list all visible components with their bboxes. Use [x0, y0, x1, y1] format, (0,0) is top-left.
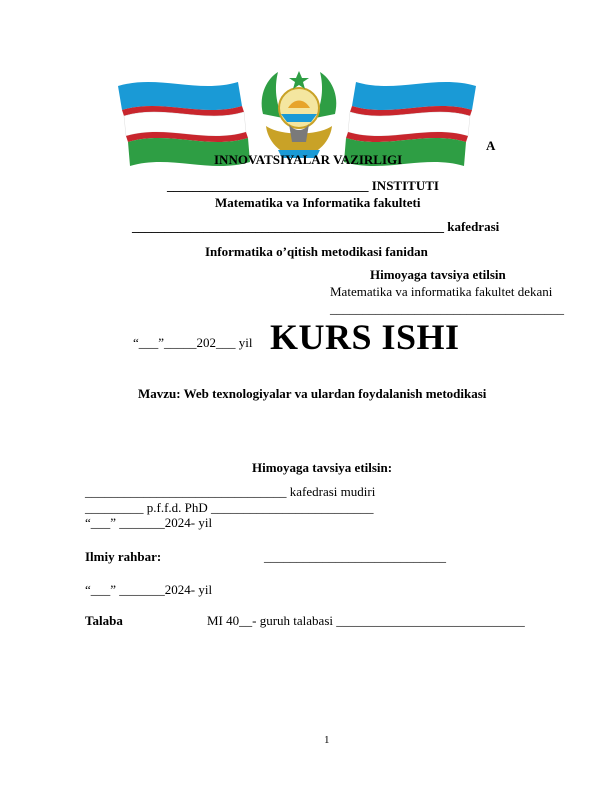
- dean-title: Matematika va informatika fakultet dekani: [330, 284, 553, 299]
- approval-top-title: Himoyaga tavsiya etilsin: [370, 267, 506, 282]
- topic-line: Mavzu: Web texnologiyalar va ulardan foydalanish metodikasi: [138, 386, 487, 401]
- department-line: ________________________________________________ kafedrasi: [132, 219, 500, 234]
- approval-bottom-title: Himoyaga tavsiya etilsin:: [252, 460, 393, 475]
- approval-date-line: “___” _______2024- yil: [85, 515, 213, 530]
- department-head-line: _______________________________ kafedrasi mudiri: [85, 484, 376, 499]
- ministry-name-line: INNOVATSIYALAR VAZIRLIGI: [214, 152, 403, 164]
- faculty-name: Matematika va Informatika fakulteti: [215, 195, 421, 210]
- student-label: Talaba: [85, 613, 123, 628]
- supervisor-date-line: “___” _______2024- yil: [85, 582, 213, 597]
- ministry-name-tail: A: [486, 138, 496, 153]
- supervisor-signature-line: ____________________________: [264, 549, 446, 564]
- institute-line: _______________________________ INSTITUTI: [167, 178, 439, 193]
- work-date-line: “___”_____202___ yil: [133, 335, 253, 350]
- subject-line: Informatika o’qitish metodikasi fanidan: [205, 244, 428, 259]
- student-group-line: MI 40__- guruh talabasi _____________________________: [207, 613, 525, 628]
- supervisor-label: Ilmiy rahbar:: [85, 549, 162, 564]
- coat-of-arms-icon: [257, 70, 341, 158]
- dean-signature-line: ____________________________________: [330, 301, 564, 316]
- document-title: KURS ISHI: [270, 317, 460, 357]
- page-number: 1: [324, 734, 330, 746]
- degree-line: _________ p.f.f.d. PhD _________________________: [85, 500, 374, 515]
